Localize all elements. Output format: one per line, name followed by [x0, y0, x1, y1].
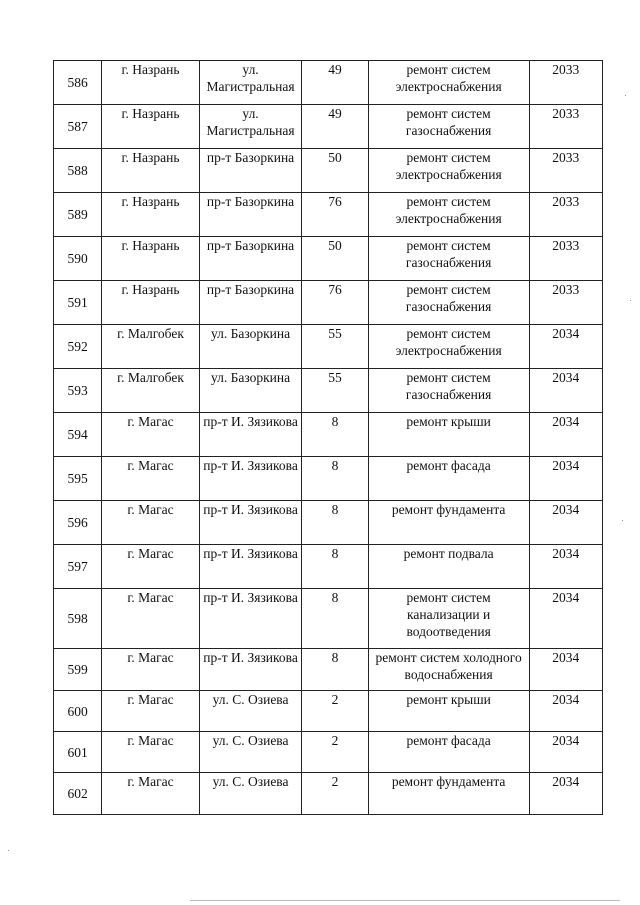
- table-row: [54, 61, 603, 105]
- row-number: 592: [54, 325, 102, 369]
- year-cell: 2033: [529, 105, 602, 149]
- city-cell: г. Магас: [102, 691, 200, 732]
- table-row: [54, 457, 603, 501]
- street-cell: пр-т Базоркина: [199, 237, 302, 281]
- row-number: 600: [54, 691, 102, 732]
- scan-speck: [630, 300, 631, 301]
- city-cell: г. Малгобек: [102, 369, 200, 413]
- street-cell: ул. Магистральная: [199, 61, 302, 105]
- house-cell: 8: [302, 589, 368, 649]
- city-cell: г. Магас: [102, 732, 200, 773]
- work-type-cell: ремонт крыши: [368, 691, 529, 732]
- row-number: 587: [54, 105, 102, 149]
- street-cell: ул. Магистральная: [199, 105, 302, 149]
- row-number: 596: [54, 501, 102, 545]
- work-type-cell: ремонт фасада: [368, 732, 529, 773]
- year-cell: 2034: [529, 545, 602, 589]
- row-number: 586: [54, 61, 102, 105]
- year-cell: 2033: [529, 237, 602, 281]
- table-row: [54, 369, 603, 413]
- city-cell: г. Магас: [102, 649, 200, 691]
- year-cell: 2034: [529, 325, 602, 369]
- city-cell: г. Назрань: [102, 149, 200, 193]
- row-number: 594: [54, 413, 102, 457]
- house-cell: 50: [302, 149, 368, 193]
- house-cell: 2: [302, 691, 368, 732]
- street-cell: ул. С. Озиева: [199, 773, 302, 815]
- city-cell: г. Назрань: [102, 61, 200, 105]
- table-row: [54, 589, 603, 649]
- house-cell: 2: [302, 732, 368, 773]
- house-cell: 76: [302, 193, 368, 237]
- work-type-cell: ремонт фасада: [368, 457, 529, 501]
- work-type-cell: ремонт систем электроснабжения: [368, 193, 529, 237]
- year-cell: 2034: [529, 413, 602, 457]
- city-cell: г. Магас: [102, 413, 200, 457]
- repair-schedule-table: [53, 60, 603, 815]
- year-cell: 2033: [529, 61, 602, 105]
- house-cell: 8: [302, 649, 368, 691]
- table-row: [54, 732, 603, 773]
- street-cell: пр-т И. Зязикова: [199, 413, 302, 457]
- table-row: [54, 193, 603, 237]
- year-cell: 2033: [529, 281, 602, 325]
- street-cell: пр-т Базоркина: [199, 193, 302, 237]
- house-cell: 49: [302, 61, 368, 105]
- city-cell: г. Магас: [102, 457, 200, 501]
- work-type-cell: ремонт систем газоснабжения: [368, 105, 529, 149]
- year-cell: 2034: [529, 589, 602, 649]
- table-row: [54, 105, 603, 149]
- table-row: [54, 501, 603, 545]
- table-row: [54, 325, 603, 369]
- table-row: [54, 773, 603, 815]
- work-type-cell: ремонт систем холодного водоснабжения: [368, 649, 529, 691]
- street-cell: пр-т Базоркина: [199, 281, 302, 325]
- table-body: [54, 61, 603, 815]
- street-cell: пр-т И. Зязикова: [199, 545, 302, 589]
- city-cell: г. Малгобек: [102, 325, 200, 369]
- work-type-cell: ремонт подвала: [368, 545, 529, 589]
- street-cell: ул. Базоркина: [199, 325, 302, 369]
- house-cell: 8: [302, 457, 368, 501]
- street-cell: пр-т И. Зязикова: [199, 589, 302, 649]
- row-number: 593: [54, 369, 102, 413]
- year-cell: 2033: [529, 149, 602, 193]
- house-cell: 50: [302, 237, 368, 281]
- year-cell: 2034: [529, 501, 602, 545]
- scan-speck: [625, 95, 626, 96]
- street-cell: ул. С. Озиева: [199, 691, 302, 732]
- row-number: 589: [54, 193, 102, 237]
- row-number: 591: [54, 281, 102, 325]
- city-cell: г. Назрань: [102, 105, 200, 149]
- city-cell: г. Назрань: [102, 193, 200, 237]
- work-type-cell: ремонт систем газоснабжения: [368, 281, 529, 325]
- city-cell: г. Назрань: [102, 237, 200, 281]
- work-type-cell: ремонт систем электроснабжения: [368, 149, 529, 193]
- house-cell: 55: [302, 369, 368, 413]
- year-cell: 2034: [529, 773, 602, 815]
- work-type-cell: ремонт систем электроснабжения: [368, 325, 529, 369]
- row-number: 598: [54, 589, 102, 649]
- work-type-cell: ремонт систем газоснабжения: [368, 369, 529, 413]
- street-cell: ул. С. Озиева: [199, 732, 302, 773]
- year-cell: 2034: [529, 732, 602, 773]
- city-cell: г. Магас: [102, 773, 200, 815]
- house-cell: 55: [302, 325, 368, 369]
- year-cell: 2034: [529, 369, 602, 413]
- city-cell: г. Магас: [102, 545, 200, 589]
- scan-speck: [622, 520, 623, 521]
- row-number: 599: [54, 649, 102, 691]
- house-cell: 76: [302, 281, 368, 325]
- year-cell: 2034: [529, 649, 602, 691]
- year-cell: 2033: [529, 193, 602, 237]
- street-cell: пр-т Базоркина: [199, 149, 302, 193]
- city-cell: г. Назрань: [102, 281, 200, 325]
- row-number: 588: [54, 149, 102, 193]
- street-cell: пр-т И. Зязикова: [199, 501, 302, 545]
- scan-speck: [8, 850, 9, 851]
- table-row: [54, 413, 603, 457]
- scan-edge-line: [190, 900, 620, 901]
- year-cell: 2034: [529, 457, 602, 501]
- table-row: [54, 649, 603, 691]
- work-type-cell: ремонт систем газоснабжения: [368, 237, 529, 281]
- row-number: 601: [54, 732, 102, 773]
- table-row: [54, 237, 603, 281]
- work-type-cell: ремонт систем электроснабжения: [368, 61, 529, 105]
- house-cell: 2: [302, 773, 368, 815]
- work-type-cell: ремонт крыши: [368, 413, 529, 457]
- city-cell: г. Магас: [102, 501, 200, 545]
- table-row: [54, 149, 603, 193]
- city-cell: г. Магас: [102, 589, 200, 649]
- row-number: 590: [54, 237, 102, 281]
- house-cell: 8: [302, 413, 368, 457]
- table-row: [54, 545, 603, 589]
- year-cell: 2034: [529, 691, 602, 732]
- house-cell: 8: [302, 501, 368, 545]
- row-number: 602: [54, 773, 102, 815]
- work-type-cell: ремонт систем канализации и водоотведения: [368, 589, 529, 649]
- street-cell: ул. Базоркина: [199, 369, 302, 413]
- house-cell: 8: [302, 545, 368, 589]
- table-row: [54, 281, 603, 325]
- row-number: 597: [54, 545, 102, 589]
- table-row: [54, 691, 603, 732]
- house-cell: 49: [302, 105, 368, 149]
- work-type-cell: ремонт фундамента: [368, 501, 529, 545]
- work-type-cell: ремонт фундамента: [368, 773, 529, 815]
- street-cell: пр-т И. Зязикова: [199, 649, 302, 691]
- row-number: 595: [54, 457, 102, 501]
- street-cell: пр-т И. Зязикова: [199, 457, 302, 501]
